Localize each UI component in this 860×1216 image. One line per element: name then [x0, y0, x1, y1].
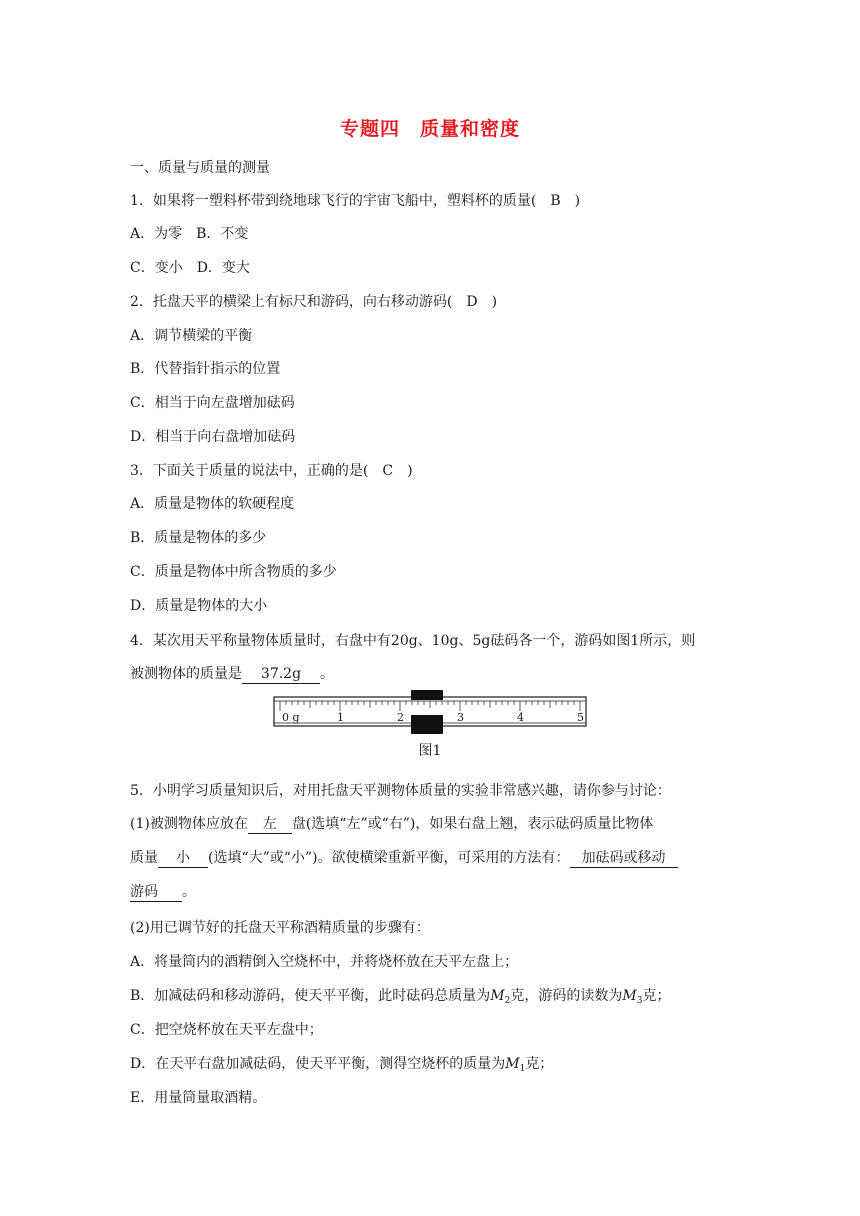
question-2-option-b: B．代替指针指示的位置 — [130, 361, 281, 377]
question-4-stem: 4．某次用天平称量物体质量时，右盘中有20g、10g、5g砝码各一个，游码如图1所示，则 — [130, 633, 696, 649]
q4-prefix: 被测物体的质量是 — [130, 666, 242, 682]
symbol-m2: M — [490, 988, 505, 1004]
question-3-stem: 3．下面关于质量的说法中，正确的是( C ) — [130, 463, 413, 479]
q5-answer-small: 小 — [158, 849, 208, 868]
step-b-prefix: B．加减砝码和移动游码，使天平平衡，此时砝码总质量为 — [130, 988, 491, 1004]
question-1-stem: 1．如果将一塑料杯带到绕地球飞行的宇宙飞船中，塑料杯的质量( B ) — [130, 193, 581, 209]
step-d-suffix: 克； — [525, 1056, 554, 1072]
rider-block — [411, 715, 443, 734]
question-2-stem: 2．托盘天平的横梁上有标尺和游码，向右移动游码( D ) — [130, 294, 498, 310]
question-3-option-c: C．质量是物体中所含物质的多少 — [130, 564, 337, 580]
question-3-option-a: A．质量是物体的软硬程度 — [130, 496, 295, 512]
symbol-m3: M — [622, 988, 637, 1004]
subscript-2: 2 — [504, 996, 511, 1006]
q5-answer-method-b: 游码 — [130, 883, 182, 902]
q5-p1-middle: 盘(选填“左”或“右”)，如果右盘上翘，表示砝码质量比物体 — [291, 816, 654, 832]
q5-p1-prefix: (1)被测物体应放在 — [130, 816, 248, 832]
q4-suffix: 。 — [320, 666, 334, 682]
step-d — [130, 1054, 553, 1079]
step-d-prefix: D．在天平右盘加减砝码，使天平平衡，测得空烧杯的质量为 — [130, 1056, 506, 1072]
step-e: E．用量筒量取酒精。 — [130, 1090, 267, 1106]
subscript-1: 1 — [519, 1064, 526, 1074]
step-b-suffix: 克； — [642, 988, 671, 1004]
q5-p2-prefix: 质量 — [130, 850, 158, 866]
q5-answer-left: 左 — [248, 815, 292, 834]
ruler-tick-label: 1 — [337, 711, 344, 724]
question-1-options-ab: A．为零 B．不变 — [130, 226, 249, 242]
subscript-3: 3 — [636, 996, 643, 1006]
question-1-options-cd: C．变小 D．变大 — [130, 260, 250, 276]
step-a: A．将量筒内的酒精倒入空烧杯中，并将烧杯放在天平左盘上； — [130, 954, 519, 970]
q4-answer: 37.2g — [242, 665, 320, 684]
q5-p3-suffix: 。 — [182, 884, 196, 900]
rider-block — [411, 690, 443, 700]
section-heading: 一、质量与质量的测量 — [130, 160, 270, 176]
step-b-middle: 克，游码的读数为 — [510, 988, 623, 1004]
question-2-option-c: C．相当于向左盘增加砝码 — [130, 395, 295, 411]
question-5-stem: 5．小明学习质量知识后，对用托盘天平测物体质量的实验非常感兴趣，请你参与讨论： — [130, 783, 671, 799]
question-5-part-2-stem: (2)用已调节好的托盘天平称酒精质量的步骤有： — [130, 920, 430, 936]
ruler-tick-label: 2 — [397, 711, 404, 724]
ruler-tick-label: 3 — [457, 711, 464, 724]
question-5-part-1-line-2 — [130, 848, 678, 868]
figure-caption: 图1 — [418, 743, 442, 759]
question-3-option-b: B．质量是物体的多少 — [130, 530, 267, 546]
question-2-option-a: A．调节横梁的平衡 — [130, 328, 253, 344]
step-c: C．把空烧杯放在天平左盘中； — [130, 1022, 323, 1038]
symbol-m1: M — [505, 1056, 520, 1072]
step-b — [130, 986, 670, 1011]
ruler-tick-label: 0 g — [282, 711, 300, 724]
q5-answer-method-a: 加砝码或移动 — [570, 849, 678, 868]
q5-p2-middle: (选填“大”或“小”)。欲使横梁重新平衡，可采用的方法有： — [208, 850, 570, 866]
question-3-option-d: D．质量是物体的大小 — [130, 598, 268, 614]
ruler-tick-label: 5 — [577, 711, 584, 724]
question-5-part-1-line-1 — [130, 814, 653, 834]
question-5-part-1-line-3 — [130, 882, 196, 902]
page-title: 专题四 质量和密度 — [339, 118, 520, 140]
ruler-tick-label: 4 — [517, 711, 524, 724]
balance-beam-ruler — [272, 690, 588, 734]
question-4-answer-line — [130, 664, 334, 684]
question-2-option-d: D．相当于向右盘增加砝码 — [130, 429, 296, 445]
